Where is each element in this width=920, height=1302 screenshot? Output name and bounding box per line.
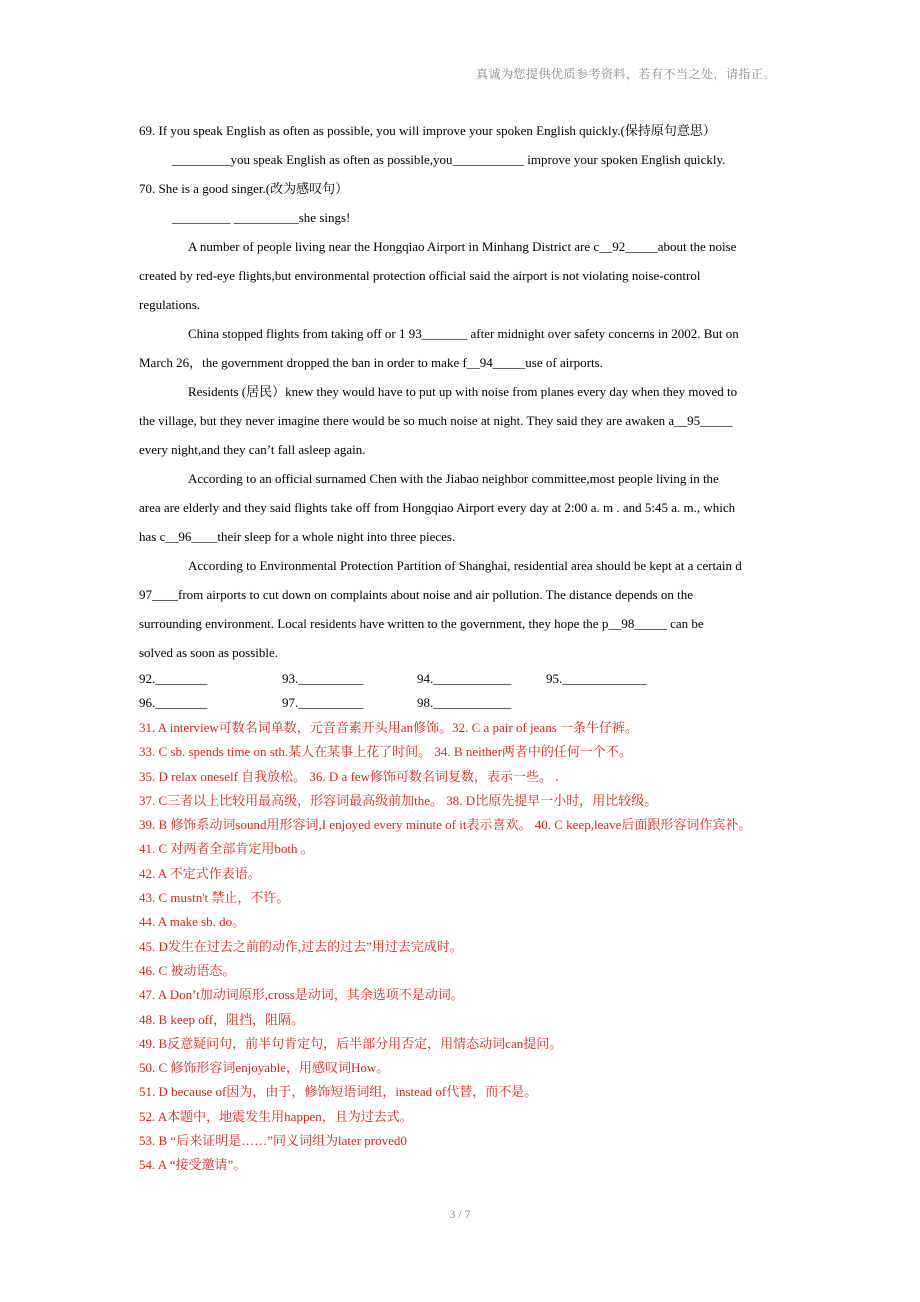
passage-line: A number of people living near the Hongqiao Airport in Minhang District are c__92_____about the noise bbox=[188, 239, 737, 254]
blank-98: 98.____________ bbox=[417, 694, 512, 710]
answer-line: 44. A make sb. do。 bbox=[139, 914, 246, 930]
answer-blanks-row-2 bbox=[139, 691, 783, 715]
answer-line: 54. A “接受邀请”。 bbox=[139, 1157, 247, 1173]
passage-line: March 26，the government dropped the ban in order to make f__94_____use of airports. bbox=[139, 355, 603, 370]
question-70: 70. She is a good singer.(改为感叹句） bbox=[139, 181, 349, 196]
blank-96: 96.________ bbox=[139, 694, 208, 710]
answer-line: 46. C 被动语态。 bbox=[139, 962, 236, 978]
passage-line: every night,and they can’t fall asleep again. bbox=[139, 442, 366, 457]
blank-97: 97.__________ bbox=[282, 694, 364, 710]
question-69-blank-line: _________you speak English as often as possible,you___________ improve your spoken English quickly. bbox=[172, 152, 726, 167]
passage-line: According to Environmental Protection Partition of Shanghai, residential area should be kept at a certain d bbox=[188, 558, 742, 573]
blank-95: 95._____________ bbox=[546, 671, 647, 686]
passage-line: the village, but they never imagine there would be so much noise at night. They said they are awaken a__95_____ bbox=[139, 413, 733, 428]
question-70-blank-line: _________ __________she sings! bbox=[172, 210, 351, 225]
answer-line: 51. D because of因为，由于，修饰短语词组，instead of代替，而不是。 bbox=[139, 1084, 538, 1100]
page-header-note: 真诚为您提供优质参考资料，若有不当之处，请指正。 bbox=[475, 67, 776, 81]
answer-line: 49. B反意疑问句，前半句肯定句，后半部分用否定，用情态动词can提问。 bbox=[139, 1035, 563, 1051]
passage-line: has c__96____their sleep for a whole night into three pieces. bbox=[139, 529, 456, 544]
answer-line: 31. A interview可数名词单数，元音音素开头用an修饰。32. C a pair of jeans 一条牛仔裤。 bbox=[139, 720, 639, 735]
answer-line: 33. C sb. spends time on sth.某人在某事上花了时间。 34. B neither两者中的任何一个不。 bbox=[139, 744, 632, 760]
document-body bbox=[139, 116, 783, 1178]
answer-line: 35. D relax oneself 自我放松。 36. D a few修饰可数名词复数，表示一些。 . bbox=[139, 768, 559, 784]
passage-line: According to an official surnamed Chen with the Jiabao neighbor committee,most people living in the bbox=[188, 471, 719, 486]
answer-line: 39. B 修饰系动词sound用形容词,I enjoyed every minute of it表示喜欢。 40. C keep,leave后面跟形容词作宾补。 bbox=[139, 817, 752, 833]
answer-key bbox=[139, 716, 783, 1178]
answer-line: 45. D发生在过去之前的动作,过去的过去”用过去完成时。 bbox=[139, 938, 463, 954]
answer-blanks-row-1 bbox=[139, 667, 783, 691]
page-number: 3 / 7 bbox=[449, 1207, 471, 1221]
answer-line: 43. C mustn't 禁止，不许。 bbox=[139, 890, 290, 906]
blank-93: 93.__________ bbox=[282, 671, 364, 686]
passage-line: 97____from airports to cut down on complaints about noise and air pollution. The distance depends on the bbox=[139, 587, 693, 602]
blank-92: 92.________ bbox=[139, 671, 208, 686]
passage-line: created by red-eye flights,but environmental protection official said the airport is not violating noise-control bbox=[139, 268, 701, 283]
answer-line: 47. A Don’t加动词原形,cross是动词，其余选项不是动词。 bbox=[139, 987, 464, 1003]
passage-line: Residents (居民）knew they would have to put up with noise from planes every day when they moved to bbox=[188, 384, 738, 399]
answer-line: 50. C 修饰形容词enjoyable，用感叹词How。 bbox=[139, 1060, 390, 1076]
passage-line: surrounding environment. Local residents have written to the government, they hope the p__98_____ can be bbox=[139, 616, 704, 631]
question-69: 69. If you speak English as often as possible, you will improve your spoken English quickly.(保持原句意思） bbox=[139, 123, 716, 138]
answer-line: 52. A本题中，地震发生用happen，且为过去式。 bbox=[139, 1108, 413, 1124]
answer-line: 41. C 对两者全部肯定用both 。 bbox=[139, 841, 314, 857]
passage-line: regulations. bbox=[139, 297, 201, 312]
answer-line: 37. C三者以上比较用最高级，形容词最高级前加the。 38. D比原先提早一小时，用比较级。 bbox=[139, 792, 658, 808]
blank-94: 94.____________ bbox=[417, 671, 512, 686]
passage-line: China stopped flights from taking off or 1 93_______ after midnight over safety concerns in 2002. But on bbox=[188, 326, 739, 341]
passage-line: solved as soon as possible. bbox=[139, 645, 279, 660]
answer-line: 42. A 不定式作表语。 bbox=[139, 865, 261, 881]
answer-line: 53. B “后来证明是……”同义词组为later proved0 bbox=[139, 1133, 407, 1149]
answer-line: 48. B keep off，阻挡，阻隔。 bbox=[139, 1011, 305, 1027]
passage-line: area are elderly and they said flights take off from Hongqiao Airport every day at 2:00 a. m . and 5:45 a. m., which bbox=[139, 500, 736, 515]
